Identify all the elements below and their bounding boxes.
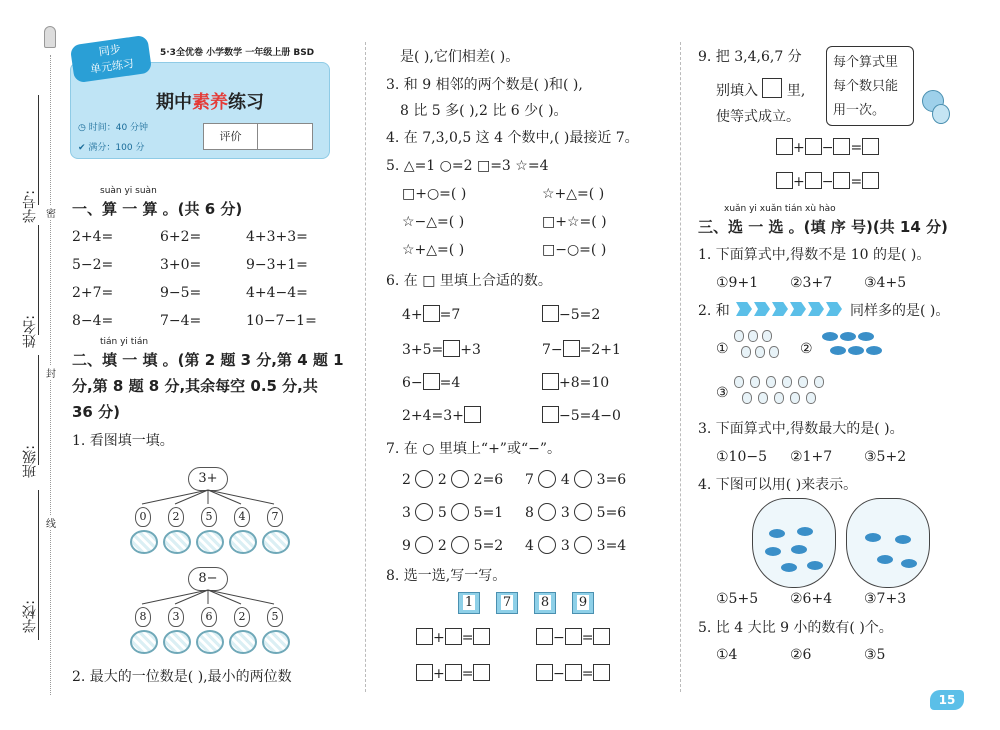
calc-1-3: 4+3+3=	[246, 229, 308, 245]
q9-box-3[interactable]	[833, 138, 850, 155]
q5-head: 5. △=1 ○=2 □=3 ☆=4	[386, 158, 549, 174]
calc-4-2: 7−4=	[160, 313, 202, 329]
r-q1-text: 1. 下面算式中,得数不是 10 的是( )。	[698, 247, 931, 263]
r-q5-opt3[interactable]: ③5	[864, 647, 886, 663]
r-q2-opt2[interactable]: ②	[800, 341, 813, 357]
q5-3-1: ☆+△=( )	[402, 242, 465, 258]
tree2-bead-5: 5	[267, 607, 283, 627]
q8-box-5[interactable]	[565, 628, 582, 645]
q7-circle-9[interactable]	[415, 536, 433, 554]
section3-title: 三、选 一 选 。(填 序 号)(共 14 分)	[698, 218, 948, 236]
arrow-icon	[754, 302, 770, 316]
section2-pinyin: tián yi tián	[100, 337, 149, 347]
fish-icon	[781, 563, 797, 572]
q5-2-2: □+☆=( )	[542, 214, 607, 230]
q1-label: 1. 看图填一填。	[72, 433, 174, 449]
arrow-icon	[772, 302, 788, 316]
fish-icon	[877, 555, 893, 564]
calc-2-3: 9−3+1=	[246, 257, 308, 273]
squirrel-small-icon	[742, 392, 752, 404]
squirrel-small-icon	[814, 376, 824, 388]
q8-box-10[interactable]	[536, 664, 553, 681]
r-q5-text: 5. 比 4 大比 9 小的数有( )个。	[698, 620, 893, 636]
r-q2-tail: 同样多的是( )。	[850, 303, 950, 319]
q6-box-3[interactable]	[443, 340, 460, 357]
rabbit-icon	[769, 346, 779, 358]
calc-4-3: 10−7−1=	[246, 313, 317, 329]
q7-row3-right: 4 3 3=4	[525, 538, 627, 554]
q8-box-11[interactable]	[565, 664, 582, 681]
r-q3-text: 3. 下面算式中,得数最大的是( )。	[698, 421, 904, 437]
calc-2-1: 5−2=	[72, 257, 114, 273]
section3-pinyin: xuǎn yi xuǎn tián xù hào	[724, 204, 836, 214]
clock-icon: ◷	[78, 123, 89, 133]
q8-eq-3: + =	[416, 664, 490, 683]
r-q4-text: 4. 下图可以用( )来表示。	[698, 477, 858, 493]
squirrel-small-icon	[790, 392, 800, 404]
tree2-answer-1[interactable]	[130, 630, 158, 654]
tree1-answer-2[interactable]	[163, 530, 191, 554]
q7-row1-right: 7 4 3=6	[525, 472, 627, 488]
r-q5-opt1[interactable]: ①4	[716, 647, 738, 663]
tree2-answer-2[interactable]	[163, 630, 191, 654]
q7-circle-8[interactable]	[574, 503, 592, 521]
column-divider-1	[365, 42, 366, 692]
q6-box-2[interactable]	[542, 305, 559, 322]
q6-box-5[interactable]	[423, 373, 440, 390]
tree1-lines	[130, 488, 290, 508]
r-q2-text: 2. 和	[698, 303, 730, 319]
q8-box-3[interactable]	[473, 628, 490, 645]
q4-text: 4. 在 7,3,0,5 这 4 个数中,( )最接近 7。	[386, 130, 639, 146]
q7-row2: 3 5 5=1	[402, 505, 504, 521]
q7-circle-2[interactable]	[451, 470, 469, 488]
squirrel-small-icon	[806, 392, 816, 404]
q9-box-2[interactable]	[805, 138, 822, 155]
r-q1-opt1[interactable]: ①9+1	[716, 275, 759, 291]
calc-1-2: 6+2=	[160, 229, 202, 245]
fish-icon	[807, 561, 823, 570]
q6-row3-left: 6− =4	[402, 375, 461, 391]
tree1-bead-1: 0	[135, 507, 151, 527]
q8-card-1: 1	[458, 592, 480, 614]
r-q4-opt3[interactable]: ③7+3	[864, 591, 907, 607]
arrow-icon	[808, 302, 824, 316]
section2-title-l1: 二、填 一 填 。(第 2 题 3 分,第 4 题 1	[72, 351, 344, 369]
q6-row2-right: 7− =2+1	[542, 342, 621, 358]
q9-part-b: 别填入 里,	[716, 78, 805, 100]
student-id-label: 学号:	[22, 190, 38, 223]
q8-card-2: 7	[496, 592, 518, 614]
eval-label: 评价	[204, 124, 258, 149]
arrow-icon	[790, 302, 806, 316]
q8-eq-2: − =	[536, 628, 610, 647]
hint-line-2: 每个数只能	[833, 79, 899, 94]
tree1-bead-3: 5	[201, 507, 217, 527]
fish-icon	[858, 332, 874, 341]
badge-line1: 同步	[98, 42, 122, 59]
q7-circle-5[interactable]	[415, 503, 433, 521]
q5-1-2: ☆+△=( )	[542, 186, 605, 202]
name-label: 姓名:	[22, 315, 38, 348]
q9-part-c: 使等式成立。	[716, 109, 800, 125]
student-id-line	[38, 95, 39, 205]
binding-sidebar	[0, 0, 60, 730]
rabbit-icon	[734, 330, 744, 342]
fish-icon	[901, 559, 917, 568]
column-divider-2	[680, 42, 681, 692]
q6-row2-left: 3+5= +3	[402, 342, 481, 358]
q8-box-8[interactable]	[445, 664, 462, 681]
r-q2-opt1[interactable]: ①	[716, 341, 729, 357]
q7-circle-11[interactable]	[538, 536, 556, 554]
school-label: 学校:	[22, 600, 38, 633]
class-line	[38, 355, 39, 465]
fish-icon	[769, 529, 785, 538]
q9-eq-1: + − =	[776, 138, 879, 157]
seal-mark-3: 线	[46, 515, 56, 530]
page-number-badge	[930, 690, 964, 710]
q8-card-3: 8	[534, 592, 556, 614]
q7-circle-1[interactable]	[415, 470, 433, 488]
q7-circle-4[interactable]	[574, 470, 592, 488]
tree2-answer-3[interactable]	[196, 630, 224, 654]
q3-part-a: 3. 和 9 相邻的两个数是( )和( ),	[386, 77, 583, 93]
hint-line-3: 用一次。	[833, 103, 886, 118]
q9-box-6[interactable]	[805, 172, 822, 189]
q7-circle-3[interactable]	[538, 470, 556, 488]
q7-row2-right: 8 3 5=6	[525, 505, 627, 521]
squirrel-small-icon	[774, 392, 784, 404]
q7-circle-7[interactable]	[538, 503, 556, 521]
hint-line-1: 每个算式里	[833, 55, 899, 70]
q7-circle-12[interactable]	[574, 536, 592, 554]
q7-text: 7. 在 ○ 里填上“+”或“−”。	[386, 441, 562, 457]
q6-row1-right: −5=2	[542, 305, 600, 324]
arrow-icon	[736, 302, 752, 316]
fish-icon	[895, 535, 911, 544]
tree2-cloud: 8−	[188, 567, 228, 591]
tree1-bead-4: 4	[234, 507, 250, 527]
q6-row4-left: 2+4=3+	[402, 406, 481, 425]
section2-title-l2: 分,第 8 题 8 分,其余每空 0.5 分,共	[72, 377, 318, 395]
fish-icon	[797, 527, 813, 536]
q6-box-1[interactable]	[423, 305, 440, 322]
section1-pinyin: suàn yi suàn	[100, 186, 157, 196]
q7-row1: 2 2 2=6	[402, 472, 504, 488]
tree2-bead-2: 3	[168, 607, 184, 627]
tree2-answer-5[interactable]	[262, 630, 290, 654]
q3-part-b: 8 比 5 多( ),2 比 6 少( )。	[400, 103, 568, 119]
tree2-bead-1: 8	[135, 607, 151, 627]
fish-icon	[865, 533, 881, 542]
q6-row3-right: +8=10	[542, 373, 609, 392]
section2-title-l3: 36 分)	[72, 403, 120, 421]
class-label: 班级:	[22, 445, 38, 478]
r-q2-opt3[interactable]: ③	[716, 385, 729, 401]
page-title: 期中素养练习	[156, 92, 264, 113]
fishbowl-right	[846, 498, 930, 588]
q6-box-7[interactable]	[464, 406, 481, 423]
page-number: 15	[938, 693, 956, 707]
check-icon: ✔	[78, 143, 89, 153]
tree1-cloud: 3+	[188, 467, 228, 491]
fish-icon	[765, 547, 781, 556]
squirrel-small-icon	[766, 376, 776, 388]
r-q4-opt1[interactable]: ①5+5	[716, 591, 759, 607]
hint-bubble	[826, 46, 914, 126]
tree2-answer-4[interactable]	[229, 630, 257, 654]
squirrel-small-icon	[758, 392, 768, 404]
tree1-answer-1[interactable]	[130, 530, 158, 554]
tree1-answer-4[interactable]	[229, 530, 257, 554]
r-q3-opt1[interactable]: ①10−5	[716, 449, 768, 465]
q6-box-8[interactable]	[542, 406, 559, 423]
arrow-icon	[826, 302, 842, 316]
calc-3-3: 4+4−4=	[246, 285, 308, 301]
q7-circle-6[interactable]	[451, 503, 469, 521]
q9-sample-box	[762, 78, 782, 98]
calc-1-1: 2+4=	[72, 229, 114, 245]
rocket-icon	[44, 26, 56, 48]
badge-line2: 单元练习	[89, 56, 135, 76]
q5-2-1: ☆−△=( )	[402, 214, 465, 230]
calc-4-1: 8−4=	[72, 313, 114, 329]
calc-3-2: 9−5=	[160, 285, 202, 301]
rabbit-icon	[762, 330, 772, 342]
r-q1-opt3[interactable]: ③4+5	[864, 275, 907, 291]
q8-box-2[interactable]	[445, 628, 462, 645]
q9-part-a: 9. 把 3,4,6,7 分	[698, 49, 802, 65]
q8-text: 8. 选一选,写一写。	[386, 568, 507, 584]
score-info: ✔ 满分：100 分	[78, 143, 145, 153]
squirrel-small-icon	[782, 376, 792, 388]
q2-part-b: 是( ),它们相差( )。	[400, 49, 520, 65]
fish-icon	[848, 346, 864, 355]
tree1-bead-5: 7	[267, 507, 283, 527]
q8-eq-4: − =	[536, 664, 610, 683]
evaluation-box[interactable]	[203, 123, 313, 150]
q8-card-4: 9	[572, 592, 594, 614]
squirrel-small-icon	[798, 376, 808, 388]
q8-eq-1: + =	[416, 628, 490, 647]
squirrel-small-icon	[734, 376, 744, 388]
q9-eq-2: + − =	[776, 172, 879, 191]
r-q5-opt2[interactable]: ②6	[790, 647, 812, 663]
fishbowl-left	[752, 498, 836, 588]
tree1-answer-5[interactable]	[262, 530, 290, 554]
section1-title: 一、算 一 算 。(共 6 分)	[72, 200, 243, 218]
fish-icon	[830, 346, 846, 355]
q2-part-a: 2. 最大的一位数是( ),最小的两位数	[72, 669, 292, 685]
q8-box-9[interactable]	[473, 664, 490, 681]
r-q3-opt2[interactable]: ②1+7	[790, 449, 833, 465]
q8-box-1[interactable]	[416, 628, 433, 645]
calc-3-1: 2+7=	[72, 285, 114, 301]
tree1-answer-3[interactable]	[196, 530, 224, 554]
seal-mark-2: 封	[46, 365, 56, 380]
rabbit-icon	[741, 346, 751, 358]
calc-2-2: 3+0=	[160, 257, 202, 273]
time-info: ◷ 时间：40 分钟	[78, 123, 149, 133]
q9-box-5[interactable]	[776, 172, 793, 189]
rabbit-icon	[755, 346, 765, 358]
r-q1-opt2[interactable]: ②3+7	[790, 275, 833, 291]
q8-box-12[interactable]	[593, 664, 610, 681]
series-label: 5·3全优卷 小学数学 一年级上册 BSD	[160, 48, 315, 58]
q8-box-7[interactable]	[416, 664, 433, 681]
r-q3-opt3[interactable]: ③5+2	[864, 449, 907, 465]
fish-icon	[822, 332, 838, 341]
tree2-bead-4: 2	[234, 607, 250, 627]
q5-1-1: □+○=( )	[402, 186, 467, 202]
q9-box-8[interactable]	[862, 172, 879, 189]
q8-box-6[interactable]	[593, 628, 610, 645]
q9-box-1[interactable]	[776, 138, 793, 155]
q8-box-4[interactable]	[536, 628, 553, 645]
seal-mark-1: 密	[46, 205, 56, 220]
q6-text: 6. 在 □ 里填上合适的数。	[386, 273, 552, 289]
q7-row3: 9 2 5=2	[402, 538, 504, 554]
r-q4-opt2[interactable]: ②6+4	[790, 591, 833, 607]
q7-circle-10[interactable]	[451, 536, 469, 554]
q9-box-4[interactable]	[862, 138, 879, 155]
tree1-bead-2: 2	[168, 507, 184, 527]
name-line	[38, 225, 39, 335]
tree2-bead-3: 6	[201, 607, 217, 627]
fish-icon	[840, 332, 856, 341]
squirrel-icon	[918, 82, 948, 122]
squirrel-small-icon	[750, 376, 760, 388]
q6-row1-left: 4+ =7	[402, 307, 461, 323]
q6-row4-right: −5=4−0	[542, 406, 621, 425]
tree2-lines	[130, 588, 290, 608]
q5-3-2: □−○=( )	[542, 242, 607, 258]
q9-box-7[interactable]	[833, 172, 850, 189]
rabbit-icon	[748, 330, 758, 342]
q6-box-4[interactable]	[563, 340, 580, 357]
fish-icon	[791, 545, 807, 554]
school-line	[38, 490, 39, 640]
fish-icon	[866, 346, 882, 355]
q6-box-6[interactable]	[542, 373, 559, 390]
